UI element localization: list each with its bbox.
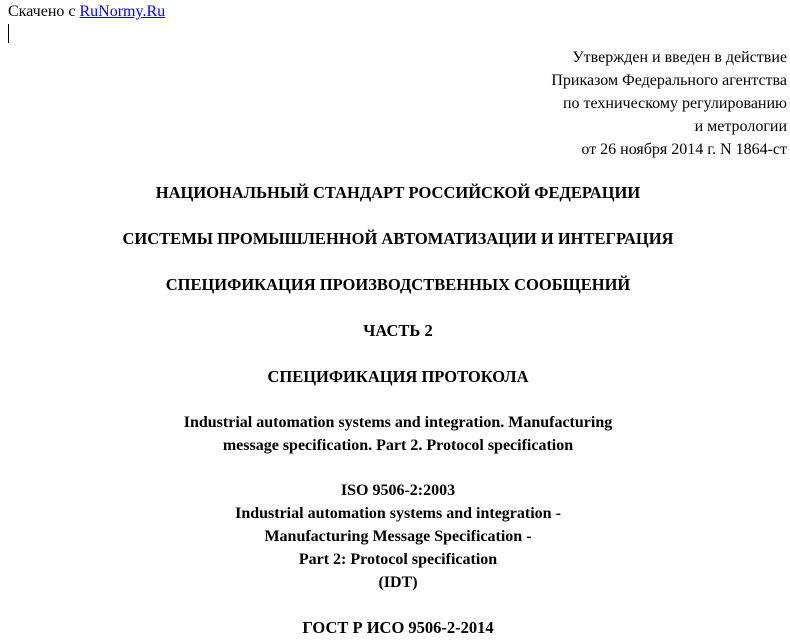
source-prefix: Скачено с — [8, 3, 76, 20]
document-title-block — [0, 181, 790, 640]
english-title — [0, 411, 790, 457]
approval-line: и метрологии — [694, 118, 787, 135]
source-line — [8, 2, 165, 21]
part-title: ЧАСТЬ 2 — [363, 321, 433, 340]
runormy-link[interactable]: RuNormy.Ru — [79, 3, 166, 20]
iso-line: Industrial automation systems and integration - — [235, 505, 561, 522]
iso-line: ISO 9506-2:2003 — [340, 482, 456, 499]
specification-title: СПЕЦИФИКАЦИЯ ПРОИЗВОДСТВЕННЫХ СООБЩЕНИЙ — [165, 275, 631, 294]
iso-line: (IDT) — [378, 574, 418, 591]
approval-block — [551, 46, 787, 161]
approval-line: по техническому регулированию — [562, 95, 787, 112]
iso-line: Manufacturing Message Specification - — [264, 528, 532, 545]
text-cursor — [8, 24, 9, 43]
approval-line: Утвержден и введен в действие — [572, 49, 787, 66]
iso-reference — [0, 479, 790, 594]
english-title-line: Industrial automation systems and integration. Manufacturing — [183, 414, 613, 431]
approval-line: Приказом Федерального агентства — [551, 72, 787, 89]
iso-line: Part 2: Protocol specification — [298, 551, 498, 568]
gost-designation: ГОСТ Р ИСО 9506-2-2014 — [302, 618, 494, 637]
systems-title: СИСТЕМЫ ПРОМЫШЛЕННОЙ АВТОМАТИЗАЦИИ И ИНТЕГРАЦИЯ — [122, 229, 674, 248]
protocol-title: СПЕЦИФИКАЦИЯ ПРОТОКОЛА — [267, 367, 529, 386]
national-standard-title: НАЦИОНАЛЬНЫЙ СТАНДАРТ РОССИЙСКОЙ ФЕДЕРАЦИИ — [155, 183, 641, 202]
approval-line: от 26 ноября 2014 г. N 1864-ст — [581, 141, 787, 158]
english-title-line: message specification. Part 2. Protocol specification — [222, 437, 574, 454]
